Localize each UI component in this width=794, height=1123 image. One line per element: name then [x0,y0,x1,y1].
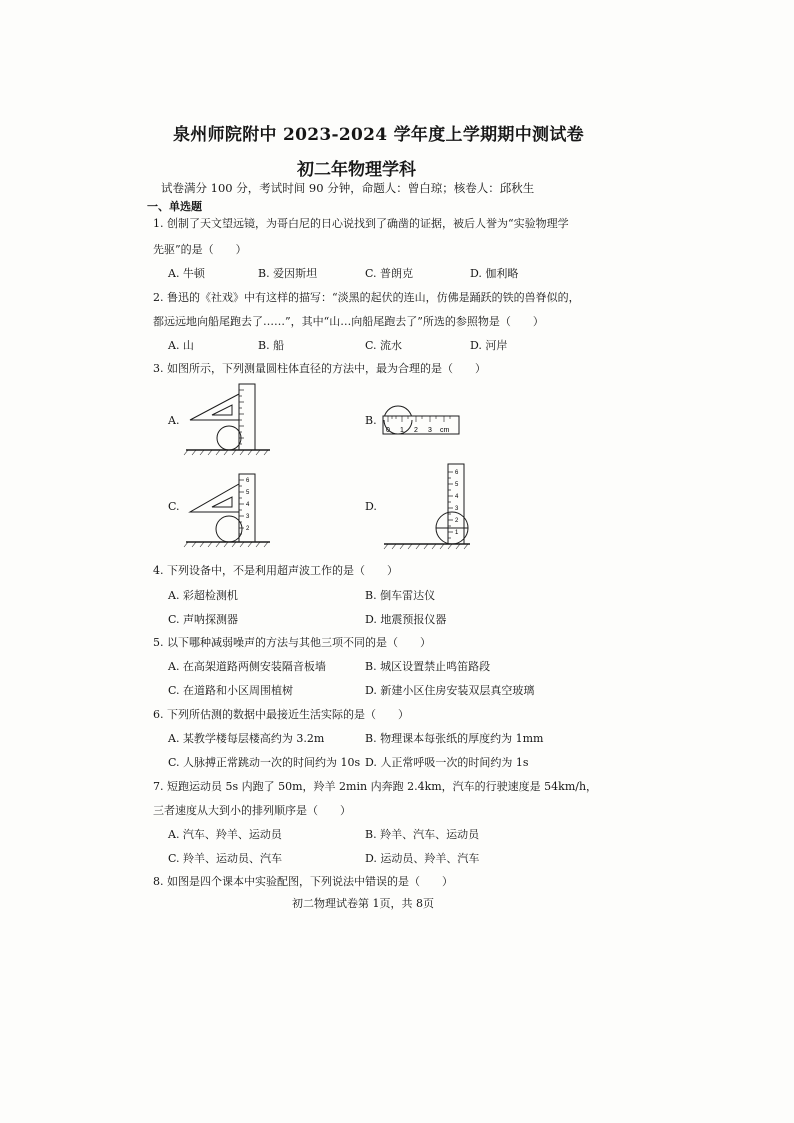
q3-figure-b [380,402,462,444]
q4-option-c: C. 声呐探测器 [168,613,239,626]
q2-line2: 都远远地向船尾跑去了……”，其中“山…向船尾跑去了”所选的参照物是（ ） [153,315,544,328]
ruler-b-label: 1 [400,427,404,434]
ruler-label: 6 [455,470,459,476]
q7-line1: 7. 短跑运动员 5s 内跑了 50m，羚羊 2min 内奔跑 2.4km，汽车的行驶速度是 54km/h， [153,780,598,793]
q1-line2: 先驱”的是（ ） [153,243,247,256]
q7-option-c: C. 羚羊、运动员、汽车 [168,852,283,865]
ruler-b-label: 3 [428,427,432,434]
q4-option-d: D. 地震预报仪器 [365,613,447,626]
q7-option-a: A. 汽车、羚羊、运动员 [168,828,282,841]
q2-option-a: A. 山 [168,339,194,352]
q5-line1: 5. 以下哪种减弱噪声的方法与其他三项不同的是（ ） [153,636,431,649]
q1-line1: 1. 创制了天文望远镜，为哥白尼的日心说找到了确凿的证据，被后人誉为“实验物理学 [153,217,569,230]
q1-option-a: A. 牛顿 [168,267,205,280]
cylinder [216,516,242,542]
ruler-label: 2 [246,526,250,532]
q7-option-d: D. 运动员、羚羊、汽车 [365,852,480,865]
ruler-label: 4 [246,502,250,508]
q5-option-c: C. 在道路和小区周围植树 [168,684,294,697]
ruler-b-label: 0 [386,427,390,434]
q4-line1: 4. 下列设备中，不是利用超声波工作的是（ ） [153,564,398,577]
ruler-label: 3 [455,506,459,512]
q3-option-d: D. [365,500,377,513]
ruler-label: 5 [455,482,459,488]
q5-option-b: B. 城区设置禁止鸣笛路段 [365,660,491,673]
page-footer: 初二物理试卷第 1页，共 8页 [292,897,434,910]
q4-option-a: A. 彩超检测机 [168,589,238,602]
ruler-label: 3 [246,514,250,520]
q1-option-b: B. 爱因斯坦 [258,267,318,280]
q2-option-c: C. 流水 [365,339,403,352]
section-heading: 一、单选题 [147,200,202,213]
ruler-label: 1 [455,530,459,536]
exam-subtitle: 初二年物理学科 [297,160,416,180]
q3-option-b: B. [365,414,377,427]
q2-option-d: D. 河岸 [470,339,508,352]
q6-option-a: A. 某教学楼每层楼高约为 3.2m [168,732,325,745]
ruler-label: 5 [246,490,250,496]
exam-meta: 试卷满分 100 分，考试时间 90 分钟，命题人：曾白琼；核卷人：邱秋生 [161,181,535,195]
q5-option-a: A. 在高架道路两侧安装隔音板墙 [168,660,326,673]
q2-option-b: B. 船 [258,339,285,352]
ruler-label: 4 [455,494,459,500]
q5-option-d: D. 新建小区住房安装双层真空玻璃 [365,684,535,697]
ruler-b-label: cm [440,427,450,434]
q3-option-a: A. [168,414,180,427]
q6-line1: 6. 下列所估测的数据中最接近生活实际的是（ ） [153,708,409,721]
q3-line1: 3. 如图所示，下列测量圆柱体直径的方法中，最为合理的是（ ） [153,362,486,375]
q4-option-b: B. 倒车雷达仪 [365,589,436,602]
q3-figure-d [382,462,472,552]
q6-option-d: D. 人正常呼吸一次的时间约为 1s [365,756,529,769]
q7-line2: 三者速度从大到小的排列顺序是（ ） [153,804,351,817]
q8-line1: 8. 如图是四个课本中实验配图，下列说法中错误的是（ ） [153,875,453,888]
q7-option-b: B. 羚羊、汽车、运动员 [365,828,480,841]
exam-title: 泉州师院附中 2023-2024 学年度上学期期中测试卷 [173,125,584,145]
q1-option-c: C. 普朗克 [365,267,414,280]
q6-option-c: C. 人脉搏正常跳动一次的时间约为 10s [168,756,361,769]
cylinder [217,426,241,450]
q3-figure-c [182,470,272,552]
q3-option-c: C. [168,500,180,513]
vertical-ruler [239,384,255,450]
q2-line1: 2. 鲁迅的《社戏》中有这样的描写：“淡黑的起伏的连山，仿佛是踊跃的铁的兽脊似的， [153,291,580,304]
q3-figure-a [182,380,272,460]
q1-option-d: D. 伽利略 [470,267,519,280]
ruler-b-label: 2 [414,427,418,434]
q6-option-b: B. 物理课本每张纸的厚度约为 1mm [365,732,544,745]
ruler-label: 6 [246,478,250,484]
ruler-label: 2 [455,518,459,524]
